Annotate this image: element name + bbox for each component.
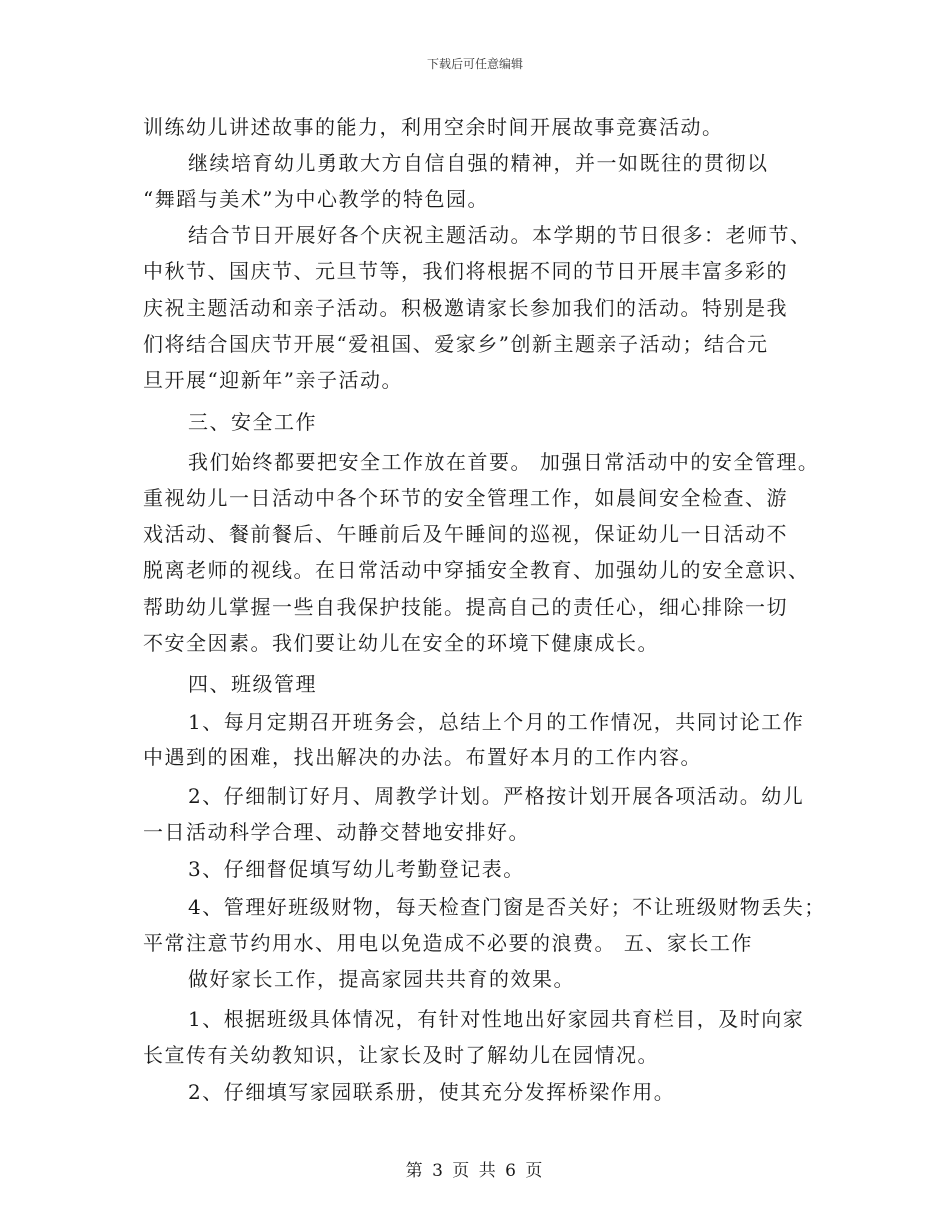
body-line: 结合节日开展好各个庆祝主题活动。本学期的节日很多：老师节、	[188, 223, 812, 247]
body-line: 1、每月定期召开班务会，总结上个月的工作情况，共同讨论工作	[188, 710, 805, 734]
section-heading: 四、班级管理	[188, 672, 317, 696]
body-line: 们将结合国庆节开展“爱祖国、爱家乡”创新主题亲子活动；结合元	[143, 332, 769, 356]
body-line: 一日活动科学合理、动静交替地安排好。	[143, 820, 530, 844]
body-line: 平常注意节约用水、用电以免造成不必要的浪费。 五、家长工作	[143, 931, 753, 955]
body-line: 旦开展“迎新年”亲子活动。	[143, 368, 403, 392]
body-line: 不安全因素。我们要让幼儿在安全的环境下健康成长。	[143, 631, 659, 655]
body-line: 长宣传有关幼教知识，让家长及时了解幼儿在园情况。	[143, 1043, 659, 1067]
body-line: 3、仔细督促填写幼儿考勤登记表。	[188, 857, 525, 881]
body-line: 重视幼儿一日活动中各个环节的安全管理工作，如晨间安全检查、游	[143, 486, 788, 510]
body-line: 中秋节、国庆节、元旦节等，我们将根据不同的节日开展丰富多彩的	[143, 259, 788, 283]
body-line: 训练幼儿讲述故事的能力，利用空余时间开展故事竞赛活动。	[143, 115, 724, 139]
body-line: 2、仔细填写家园联系册，使其充分发挥桥梁作用。	[188, 1080, 676, 1104]
body-line: “舞蹈与美术”为中心教学的特色园。	[143, 187, 489, 211]
page-footer: 第 3 页 共 6 页	[405, 1161, 545, 1181]
body-line: 帮助幼儿掌握一些自我保护技能。提高自己的责任心，细心排除一切	[143, 595, 788, 619]
body-line: 1、根据班级具体情况，有针对性地出好家园共育栏目，及时向家	[188, 1007, 805, 1031]
body-line: 4、管理好班级财物，每天检查门窗是否关好；不让班级财物丢失；	[188, 895, 826, 919]
page-header: 下载后可任意编辑	[426, 57, 523, 71]
body-line: 庆祝主题活动和亲子活动。积极邀请家长参加我们的活动。特别是我	[143, 296, 788, 320]
body-line: 2、仔细制订好月、周教学计划。严格按计划开展各项活动。幼儿	[188, 784, 805, 808]
body-line: 脱离老师的视线。在日常活动中穿插安全教育、加强幼儿的安全意识、	[143, 558, 810, 582]
body-line: 继续培育幼儿勇敢大方自信自强的精神，并一如既往的贯彻以	[188, 151, 769, 175]
body-line: 我们始终都要把安全工作放在首要。 加强日常活动中的安全管理。	[188, 450, 820, 474]
section-heading: 三、安全工作	[188, 410, 317, 434]
body-line: 做好家长工作，提高家园共共育的效果。	[188, 967, 575, 991]
body-line: 中遇到的困难，找出解决的办法。布置好本月的工作内容。	[143, 745, 702, 769]
body-line: 戏活动、餐前餐后、午睡前后及午睡间的巡视，保证幼儿一日活动不	[143, 522, 788, 546]
